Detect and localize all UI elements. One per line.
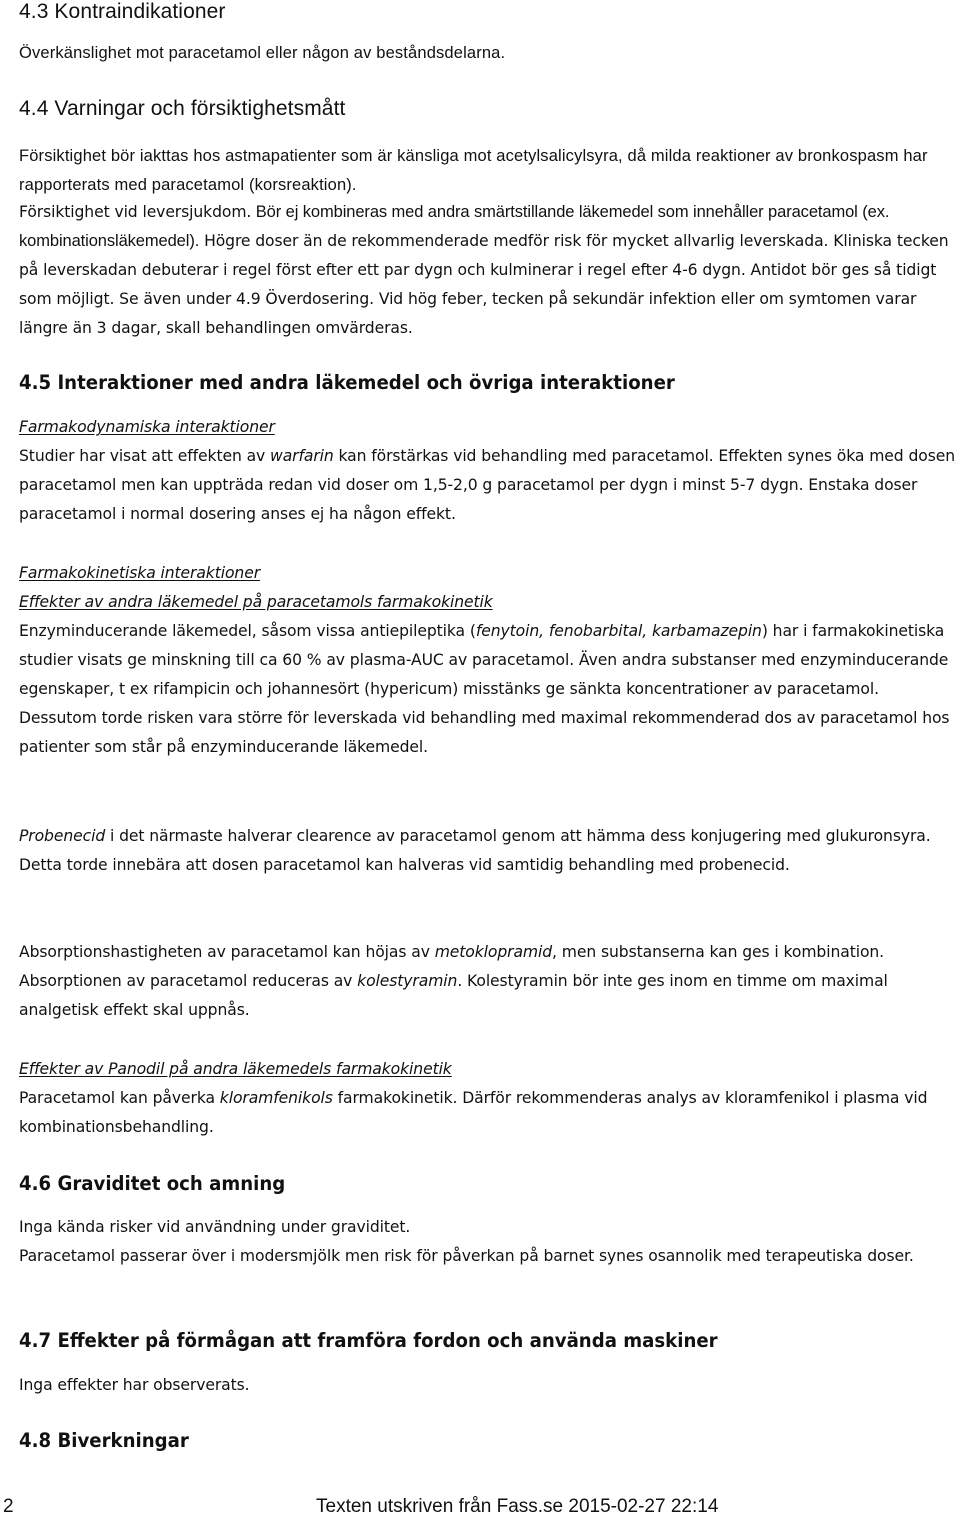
absorption-text-c: . Kolestyramin bör inte ges inom en timme om maximal analgetisk effekt skal uppnås. bbox=[19, 972, 888, 1019]
section-heading-4-8: 4.8 Biverkningar bbox=[19, 1429, 189, 1452]
warfarin-term: warfarin bbox=[270, 447, 334, 465]
kloramfenikol-text-a: Paracetamol kan påverka bbox=[19, 1089, 220, 1107]
absorption-text-a: Absorptionshastigheten av paracetamol kan höjas av bbox=[19, 943, 435, 961]
liver-warning-paragraph bbox=[19, 198, 960, 343]
driving-effects-text: Inga effekter har observerats. bbox=[19, 1376, 250, 1394]
section-heading-4-5: 4.5 Interaktioner med andra läkemedel och övriga interaktioner bbox=[19, 371, 675, 394]
kloramfenikol-paragraph bbox=[19, 1084, 960, 1142]
panodil-subheading: Effekter av Panodil på andra läkemedels farmakokinetik bbox=[19, 1060, 452, 1078]
enzyme-text-b: ) har i farmakokinetiska studier visats ge minskning till ca 60 % av plasma-AUC av paracetamol. Även andra substanser med enzyminducerande egenskaper, t ex rifampicin och johannesört (hypericum) misstänks ge sänkta koncentrationer av paracetamol. Dessutom torde risken vara större för leverskada vid behandling med maximal rekommenderad dos av paracetamol hos patienter som står på enzyminducerande läkemedel. bbox=[19, 622, 950, 756]
enzyme-drug-names: fenytoin, fenobarbital, karbamazepin bbox=[475, 622, 762, 640]
probenecid-paragraph bbox=[19, 822, 960, 880]
page-number: 2 bbox=[3, 1496, 14, 1517]
breastfeeding-text: Paracetamol passerar över i modersmjölk men risk för påverkan på barnet synes osannolik med terapeutiska doser. bbox=[19, 1247, 914, 1265]
metoklopramid-term: metoklopramid bbox=[434, 943, 553, 961]
pharmacokinetic-subheading: Farmakokinetiska interaktioner bbox=[19, 564, 261, 582]
section-heading-4-3: 4.3 Kontraindikationer bbox=[19, 0, 226, 23]
liver-warning-c: Högre doser än de rekommenderade medför risk för mycket allvarlig leverskada. bbox=[199, 232, 829, 250]
pregnancy-text: Inga kända risker vid användning under graviditet. bbox=[19, 1218, 411, 1236]
enzyme-inducer-paragraph bbox=[19, 617, 960, 762]
enzyme-text-a: Enzyminducerande läkemedel, såsom vissa antiepileptika ( bbox=[19, 622, 476, 640]
liver-warning-b: Bör ej kombineras med andra smärtstillande läkemedel som innehåller paracetamol (ex. kombinationsläkemedel). bbox=[19, 203, 890, 250]
kolestyramin-term: kolestyramin bbox=[357, 972, 458, 990]
kloramfenikol-term: kloramfenikols bbox=[219, 1089, 333, 1107]
pharmacodynamic-subheading: Farmakodynamiska interaktioner bbox=[19, 418, 275, 436]
probenecid-text: i det närmaste halverar clearence av paracetamol genom att hämma dess konjugering med glukuronsyra. Detta torde innebära att dosen paracetamol kan halveras vid samtidig behandling med probenecid. bbox=[19, 827, 931, 874]
section-heading-4-4: 4.4 Varningar och försiktighetsmått bbox=[19, 97, 346, 120]
absorption-paragraph bbox=[19, 938, 960, 1025]
warfarin-text-b: kan förstärkas vid behandling med paracetamol. Effekten synes öka med dosen paracetamol men kan uppträda redan vid doser om 1,5-2,0 g paracetamol per dygn i minst 5-7 dygn. Enstaka doser paracetamol i normal dosering anses ej ha någon effekt. bbox=[19, 447, 955, 523]
section-heading-4-7: 4.7 Effekter på förmågan att framföra fordon och använda maskiner bbox=[19, 1329, 718, 1352]
warning-paragraph: Försiktighet bör iakttas hos astmapatienter som är känsliga mot acetylsalicylsyra, då milda reaktioner av bronkospasm har rapporterats med paracetamol (korsreaktion). bbox=[19, 147, 928, 194]
warfarin-text-a: Studier har visat att effekten av bbox=[19, 447, 271, 465]
footer-source: Texten utskriven från Fass.se 2015-02-27 22:14 bbox=[316, 1496, 719, 1517]
kloramfenikol-text-b: farmakokinetik. Därför rekommenderas analys av kloramfenikol i plasma vid kombinationsbehandling. bbox=[19, 1089, 928, 1136]
section-heading-4-6: 4.6 Graviditet och amning bbox=[19, 1172, 286, 1195]
contraindication-text: Överkänslighet mot paracetamol eller någon av beståndsdelarna. bbox=[19, 44, 506, 62]
liver-warning-a: Försiktighet vid leversjukdom. bbox=[19, 203, 252, 221]
pharmacokinetic-subheading-2: Effekter av andra läkemedel på paracetamols farmakokinetik bbox=[19, 593, 493, 611]
liver-warning-d: Kliniska tecken på leverskadan debuterar i regel först efter ett par dygn och kulminerar i regel efter 4-6 dygn. Antidot bör ges så tidigt som möjligt. Se även under 4.9 Överdosering. Vid hög feber, tecken på sekundär infektion eller om symtomen varar längre än 3 dagar, skall behandlingen omvärderas. bbox=[19, 232, 949, 337]
warfarin-paragraph bbox=[19, 442, 960, 529]
absorption-text-b: , men substanserna kan ges i kombination. Absorptionen av paracetamol reduceras av bbox=[19, 943, 885, 990]
probenecid-term: Probenecid bbox=[19, 827, 106, 845]
